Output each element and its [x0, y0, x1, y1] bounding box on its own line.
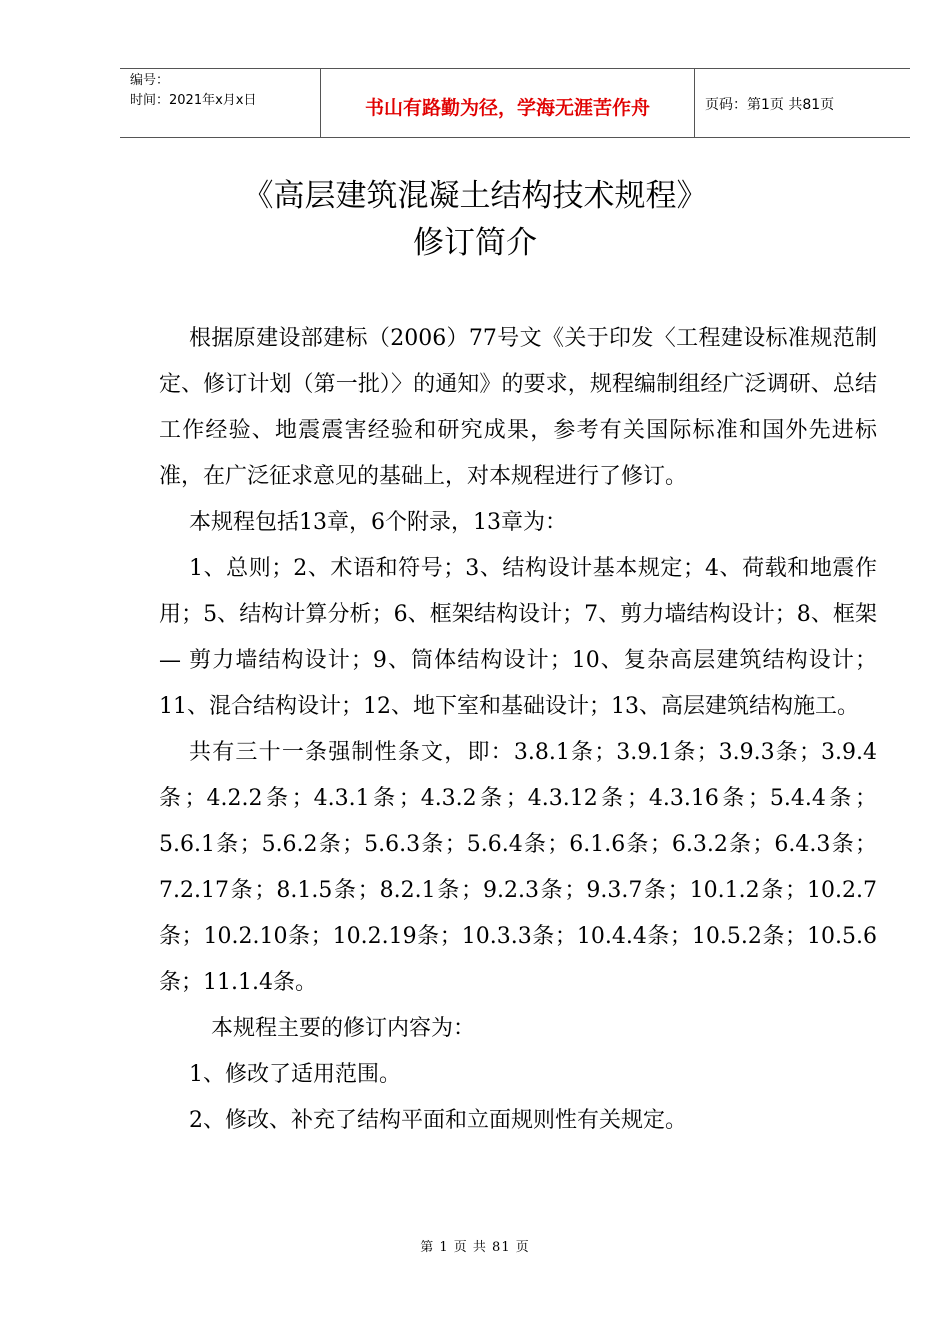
- document-body: [159, 316, 877, 1144]
- paragraph-revision-intro: 本规程主要的修订内容为：: [211, 1016, 476, 1041]
- paragraph-chapter-list: 1、总则；2、术语和符号；3、结构设计基本规定；4、荷载和地震作用；5、结构计算分析；6、框架结构设计；7、剪力墙结构设计；8、框架 — 剪力墙结构设计；9、筒体结构设计；10、复杂高层建筑结构设计；11、混合结构设计；12、地下室和基础设计；13、高层建筑结构施工。: [159, 556, 877, 719]
- document-subtitle: 修订简介: [413, 225, 537, 261]
- header-divider: [694, 69, 695, 137]
- header-number-label: 编号：: [130, 73, 170, 88]
- header-time-label: 时间：2021年x月x日: [130, 93, 257, 108]
- paragraph-mandatory-clauses: 共有三十一条强制性条文，即：3.8.1条；3.9.1条；3.9.3条；3.9.4条；4.2.2条；4.3.1条；4.3.2条；4.3.12条；4.3.16条；5.4.4条；5.6.1条；5.6.2条；5.6.3条；5.6.4条；6.1.6条；6.3.2条；6.4.3条；7.2.17条；8.1.5条；8.2.1条；9.2.3条；9.3.7条；10.1.2条；10.2.7条；10.2.10条；10.2.19条；10.3.3条；10.4.4条；10.5.2条；10.5.6条；11.1.4条。: [159, 740, 877, 995]
- paragraph-chapters-intro: 本规程包括13章，6个附录，13章为：: [189, 510, 567, 535]
- page-header: [120, 68, 910, 138]
- paragraph-intro: 根据原建设部建标（2006）77号文《关于印发〈工程建设标准规范制定、修订计划（第一批）〉的通知》的要求，规程编制组经广泛调研、总结工作经验、地震震害经验和研究成果，参考有关国际标准和国外先进标准，在广泛征求意见的基础上，对本规程进行了修订。: [159, 326, 877, 489]
- document-title: 《高层建筑混凝土结构技术规程》: [242, 178, 708, 214]
- page-footer: 第 1 页 共 81 页: [420, 1240, 530, 1255]
- header-meta: [130, 71, 256, 111]
- list-item: 1、修改了适用范围。: [189, 1062, 401, 1087]
- header-page-info: 页码：第1页 共81页: [705, 97, 835, 113]
- list-item: 2、修改、补充了结构平面和立面规则性有关规定。: [189, 1108, 687, 1133]
- header-motto: 书山有路勤为径，学海无涯苦作舟: [364, 97, 650, 119]
